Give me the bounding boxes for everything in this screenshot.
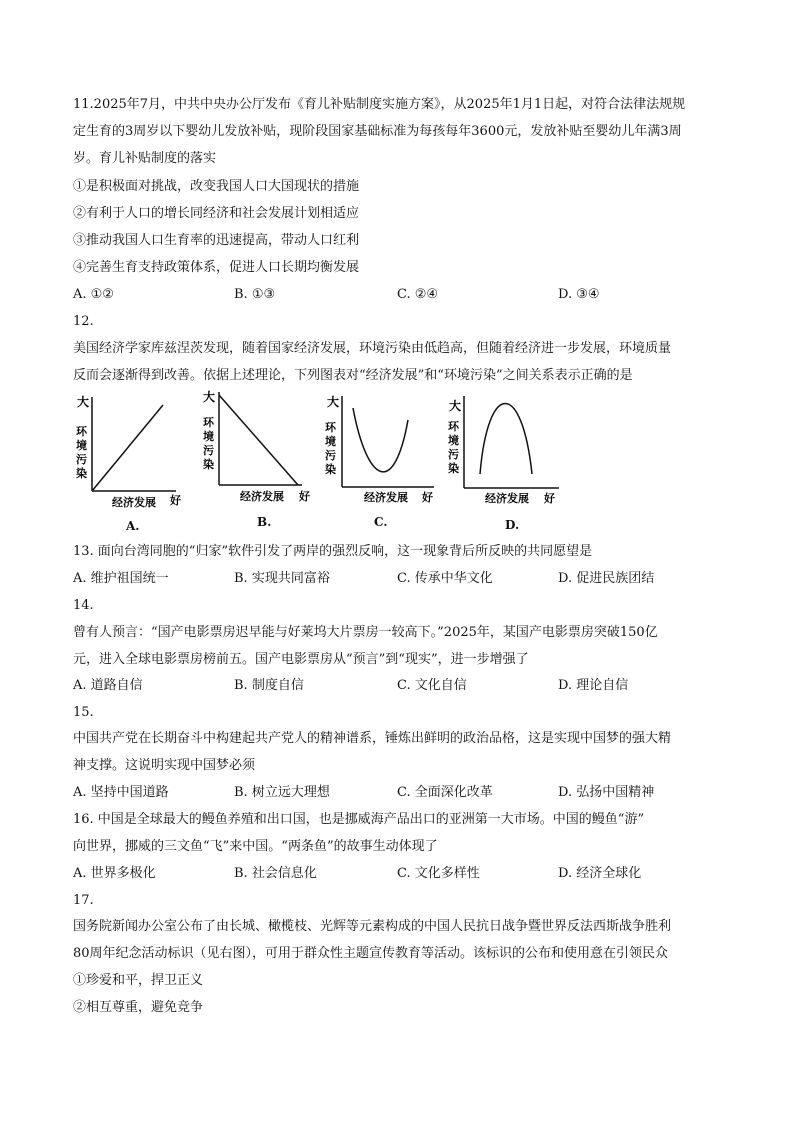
- q11-option-b[interactable]: B. ①③: [234, 287, 276, 302]
- q12-line-2: 反而会逐渐得到改善。依据上述理论，下列图表对“经济发展”和“环境污染”之间关系表示正确的是: [73, 368, 633, 383]
- q11-option-a[interactable]: A. ①②: [73, 287, 114, 302]
- q14-line-2: 元，进入全球电影票房榜前五。国产电影票房从“预言”到“现实”，进一步增强了: [73, 652, 529, 667]
- graph-c-ylabel-3: 污: [325, 449, 336, 462]
- q13-option-c[interactable]: C. 传承中华文化: [397, 571, 493, 586]
- q11-line-1: 11.2025年7月，中共中央办公厅发布《育儿补贴制度实施方案》，从2025年1月1日起，对符合法律法规规: [73, 97, 686, 112]
- graph-a-ylabel-1: 环: [76, 425, 87, 438]
- q17-line-2: 80周年纪念活动标识（见右图），可用于群众性主题宣传教育等活动。该标识的公布和使用意在引领民众: [73, 946, 669, 961]
- q14-option-b[interactable]: B. 制度自信: [234, 678, 304, 693]
- q11-line-2: 定生育的3周岁以下婴幼儿发放补贴，现阶段国家基础标准为每孩每年3600元，发放补贴至婴幼儿年满3周: [73, 124, 682, 139]
- q17-item-2: ②相互尊重，避免竞争: [73, 1000, 204, 1015]
- graph-a-ylabel-4: 染: [76, 467, 87, 480]
- graph-d-ylabel-3: 污: [448, 448, 459, 461]
- graph-c-ylabel-1: 环: [325, 421, 336, 434]
- graph-d[interactable]: [444, 392, 569, 507]
- graph-c[interactable]: [322, 388, 442, 503]
- q11-option-c[interactable]: C. ②④: [397, 287, 439, 302]
- q11-item-3: ③推动我国人口生育率的迅速提高，带动人口红利: [73, 233, 360, 248]
- graph-d-ylabel-1: 环: [448, 420, 459, 433]
- graph-c-caption[interactable]: C.: [374, 515, 388, 529]
- graph-b-y-top: 大: [203, 390, 216, 404]
- graph-b-ylabel-1: 环: [203, 416, 214, 429]
- q13-option-d[interactable]: D. 促进民族团结: [558, 571, 655, 586]
- graph-b[interactable]: [198, 388, 318, 503]
- graph-b-caption[interactable]: B.: [257, 515, 272, 529]
- q16-option-b[interactable]: B. 社会信息化: [234, 866, 317, 881]
- q17-line-1: 国务院新闻办公室公布了由长城、橄榄枝、光辉等元素构成的中国人民抗日战争暨世界反法西斯战争胜利: [73, 919, 672, 934]
- graph-c-xend: 好: [422, 491, 433, 503]
- graph-c-ylabel-4: 染: [325, 463, 336, 476]
- graph-b-ylabel-2: 境: [203, 430, 214, 443]
- graph-d-ylabel-2: 境: [448, 434, 459, 447]
- q16-option-d[interactable]: D. 经济全球化: [558, 866, 642, 881]
- graph-d-curve: [480, 404, 532, 475]
- q12-line-1: 美国经济学家库兹涅茨发现，随着国家经济发展，环境污染由低趋高，但随着经济进一步发展，环境质量: [73, 341, 672, 356]
- q13-option-b[interactable]: B. 实现共同富裕: [234, 571, 330, 586]
- q15-option-d[interactable]: D. 弘扬中国精神: [558, 785, 655, 800]
- q11-item-2: ②有利于人口的增长同经济和社会发展计划相适应: [73, 206, 360, 221]
- q13-stem: 13. 面向台湾同胞的“归家”软件引发了两岸的强烈反响，这一现象背后所反映的共同愿望是: [73, 544, 593, 559]
- graph-a-y-top: 大: [77, 395, 90, 409]
- q14-option-d[interactable]: D. 理论自信: [558, 678, 629, 693]
- graph-b-ylabel-3: 污: [203, 444, 214, 457]
- graph-d-caption[interactable]: D.: [505, 518, 520, 532]
- graph-d-ylabel-4: 染: [448, 462, 459, 475]
- graph-a-ylabel-2: 境: [76, 439, 87, 452]
- q14-option-a[interactable]: A. 道路自信: [73, 678, 143, 693]
- q14-option-c[interactable]: C. 文化自信: [397, 678, 467, 693]
- q16-option-c[interactable]: C. 文化多样性: [397, 866, 480, 881]
- graph-c-curve: [353, 408, 408, 472]
- q15-line-1: 中国共产党在长期奋斗中构建起共产党人的精神谱系，锤炼出鲜明的政治品格，这是实现中国梦的强大精: [73, 731, 672, 746]
- q11-item-4: ④完善生育支持政策体系，促进人口长期均衡发展: [73, 260, 360, 275]
- q16-line-1: 16. 中国是全球最大的鳗鱼养殖和出口国，也是挪威海产品出口的亚洲第一大市场。中国的鳗鱼“游”: [73, 812, 645, 827]
- q15-option-b[interactable]: B. 树立远大理想: [234, 785, 330, 800]
- graph-c-xlabel: 经济发展: [364, 491, 408, 503]
- graph-a-curve: [92, 405, 163, 491]
- graph-b-xlabel: 经济发展: [240, 490, 284, 503]
- q15-line-2: 神支撑。这说明实现中国梦必须: [73, 758, 256, 773]
- graph-a-xend: 好: [170, 494, 181, 507]
- graph-a-ylabel-3: 污: [76, 453, 87, 466]
- graph-c-ylabel-2: 境: [325, 435, 336, 448]
- graph-d-xlabel: 经济发展: [485, 492, 529, 505]
- q13-option-a[interactable]: A. 维护祖国统一: [73, 571, 169, 586]
- q11-option-d[interactable]: D. ③④: [558, 287, 600, 302]
- graph-d-y-top: 大: [449, 399, 462, 413]
- graph-b-ylabel-4: 染: [203, 458, 214, 471]
- q16-option-a[interactable]: A. 世界多极化: [73, 866, 156, 881]
- q15-option-a[interactable]: A. 坚持中国道路: [73, 785, 169, 800]
- q17-number: 17.: [73, 893, 94, 908]
- graph-a-caption[interactable]: A.: [126, 519, 140, 533]
- q12-number: 12.: [73, 314, 94, 329]
- graph-a-xlabel: 经济发展: [112, 496, 156, 508]
- q15-option-c[interactable]: C. 全面深化改革: [397, 785, 493, 800]
- graph-c-y-top: 大: [327, 395, 340, 409]
- q14-number: 14.: [73, 598, 94, 613]
- graph-b-curve: [219, 395, 298, 485]
- q14-line-1: 曾有人预言：“国产电影票房迟早能与好莱坞大片票房一较高下。”2025年，某国产电影票房突破150亿: [73, 625, 658, 640]
- q17-item-1: ①珍爱和平，捍卫正义: [73, 973, 204, 988]
- graph-b-xend: 好: [299, 490, 310, 503]
- q11-item-1: ①是积极面对挑战，改变我国人口大国现状的措施: [73, 179, 360, 194]
- graph-d-xend: 好: [544, 492, 555, 505]
- q11-line-3: 岁。育儿补贴制度的落实: [73, 151, 217, 166]
- q16-line-2: 向世界，挪威的三文鱼“飞”来中国。“两条鱼”的故事生动体现了: [73, 839, 438, 854]
- q15-number: 15.: [73, 705, 94, 720]
- graph-a[interactable]: [72, 393, 192, 508]
